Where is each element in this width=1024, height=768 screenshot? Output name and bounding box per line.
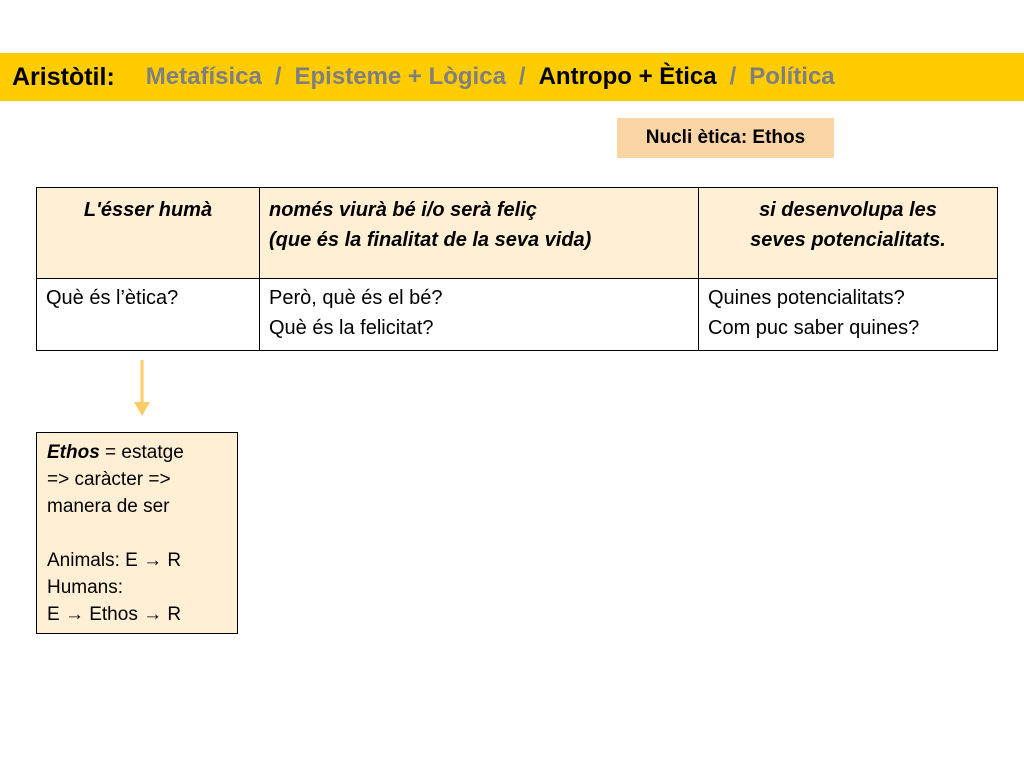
nav-metafisica[interactable]: Metafísica <box>145 63 262 90</box>
section-tag: Nucli ètica: Ethos <box>617 118 834 158</box>
definition-line <box>47 439 227 466</box>
humans-label: Humans: <box>47 577 124 598</box>
nav-antropo-etica[interactable]: Antropo + Ètica <box>538 63 717 90</box>
spacer <box>47 520 227 547</box>
table-cell <box>260 188 699 279</box>
concept-table <box>36 187 998 351</box>
table-cell <box>699 279 998 351</box>
table-row <box>37 279 998 351</box>
header-bar <box>0 53 1024 101</box>
cell-text: si desenvolupa les <box>759 199 937 221</box>
nav-politica[interactable]: Política <box>749 63 835 90</box>
arrow-down-icon <box>132 360 152 416</box>
nav-separator: / <box>729 63 737 90</box>
ethos-term: Ethos <box>47 442 100 463</box>
cell-text: (que és la finalitat de la seva vida) <box>269 229 592 251</box>
table-cell <box>699 188 998 279</box>
definition-text: = estatge <box>99 442 184 463</box>
table-cell <box>260 279 699 351</box>
cell-text: només viurà bé i/o serà feliç <box>269 199 537 221</box>
cell-text: Com puc saber quines? <box>708 317 920 339</box>
animals-line: Animals: E → R <box>47 550 182 571</box>
cell-text: seves potencialitats. <box>750 229 946 251</box>
definition-line: manera de ser <box>47 496 170 517</box>
cell-text: L'ésser humà <box>83 199 213 221</box>
cell-text: Quines potencialitats? <box>708 287 905 309</box>
table-cell <box>37 188 260 279</box>
table-cell <box>37 279 260 351</box>
cell-text: Què és la felicitat? <box>269 317 434 339</box>
cell-text: Què és l’ètica? <box>46 287 179 309</box>
nav-separator: / <box>518 63 526 90</box>
definition-line: => caràcter => <box>47 469 171 490</box>
header-title: Aristòtil: <box>12 62 115 91</box>
ethos-definition-box <box>36 432 238 634</box>
nav-separator: / <box>274 63 282 90</box>
humans-line: E → Ethos → R <box>47 604 182 625</box>
nav-episteme-logica[interactable]: Episteme + Lògica <box>294 63 506 90</box>
cell-text: Però, què és el bé? <box>269 287 443 309</box>
table-header-row <box>37 188 998 279</box>
